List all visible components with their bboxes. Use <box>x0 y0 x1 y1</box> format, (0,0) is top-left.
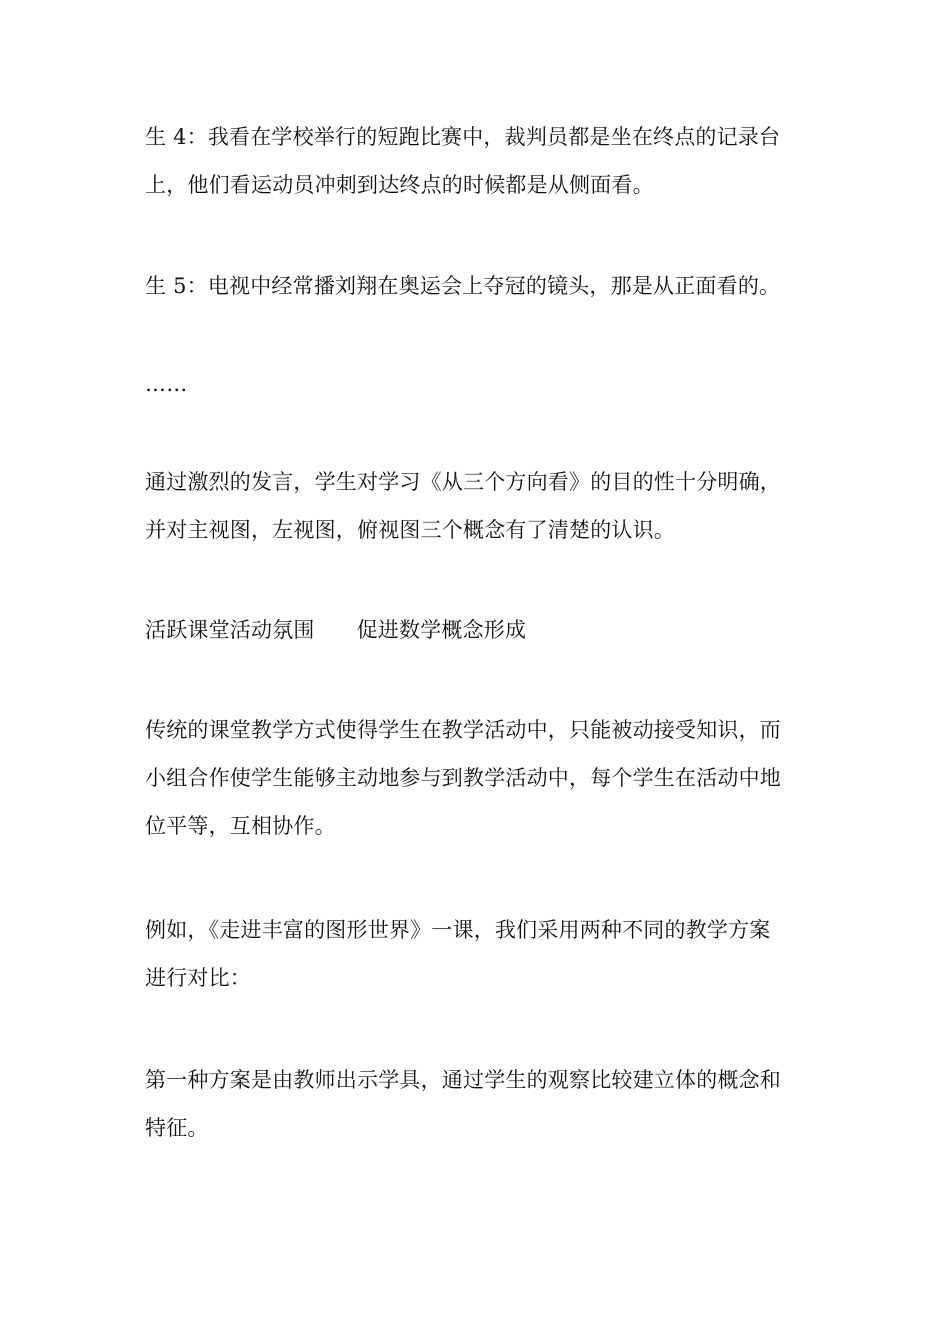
text-line: 例如，《走进丰富的图形世界》一课，我们采用两种不同的教学方案 <box>145 918 771 942</box>
text-line: 上，他们看运动员冲刺到达终点的时候都是从侧面看。 <box>145 173 654 197</box>
paragraph-traditional-teaching <box>145 706 810 850</box>
section-heading <box>145 606 810 654</box>
paragraph-summary <box>145 458 810 554</box>
text-line: 生 4：我看在学校举行的短跑比赛中，裁判员都是坐在终点的记录台 <box>145 125 781 149</box>
paragraph-first-plan <box>145 1056 810 1152</box>
heading-right: 促进数学概念形成 <box>356 618 527 642</box>
text-line: 特征。 <box>145 1116 209 1140</box>
paragraph-student-4 <box>145 113 810 209</box>
text-line: 并对主视图，左视图，俯视图三个概念有了清楚的认识。 <box>145 518 675 542</box>
text-line: 生 5：电视中经常播刘翔在奥运会上夺冠的镜头，那是从正面看的。 <box>145 274 781 298</box>
text-line: …… <box>145 372 188 396</box>
paragraph-ellipsis <box>145 360 810 408</box>
paragraph-student-5 <box>145 262 810 310</box>
heading-left: 活跃课堂活动氛围 <box>145 618 315 642</box>
paragraph-example <box>145 906 810 1002</box>
text-line: 位平等，互相协作。 <box>145 814 336 838</box>
heading-line <box>145 606 810 654</box>
text-line: 第一种方案是由教师出示学具，通过学生的观察比较建立体的概念和 <box>145 1068 781 1092</box>
text-line: 传统的课堂教学方式使得学生在教学活动中，只能被动接受知识，而 <box>145 718 781 742</box>
text-line: 通过激烈的发言，学生对学习《从三个方向看》的目的性十分明确， <box>145 470 781 494</box>
text-line: 小组合作使学生能够主动地参与到教学活动中，每个学生在活动中地 <box>145 766 781 790</box>
text-line: 进行对比： <box>145 966 251 990</box>
